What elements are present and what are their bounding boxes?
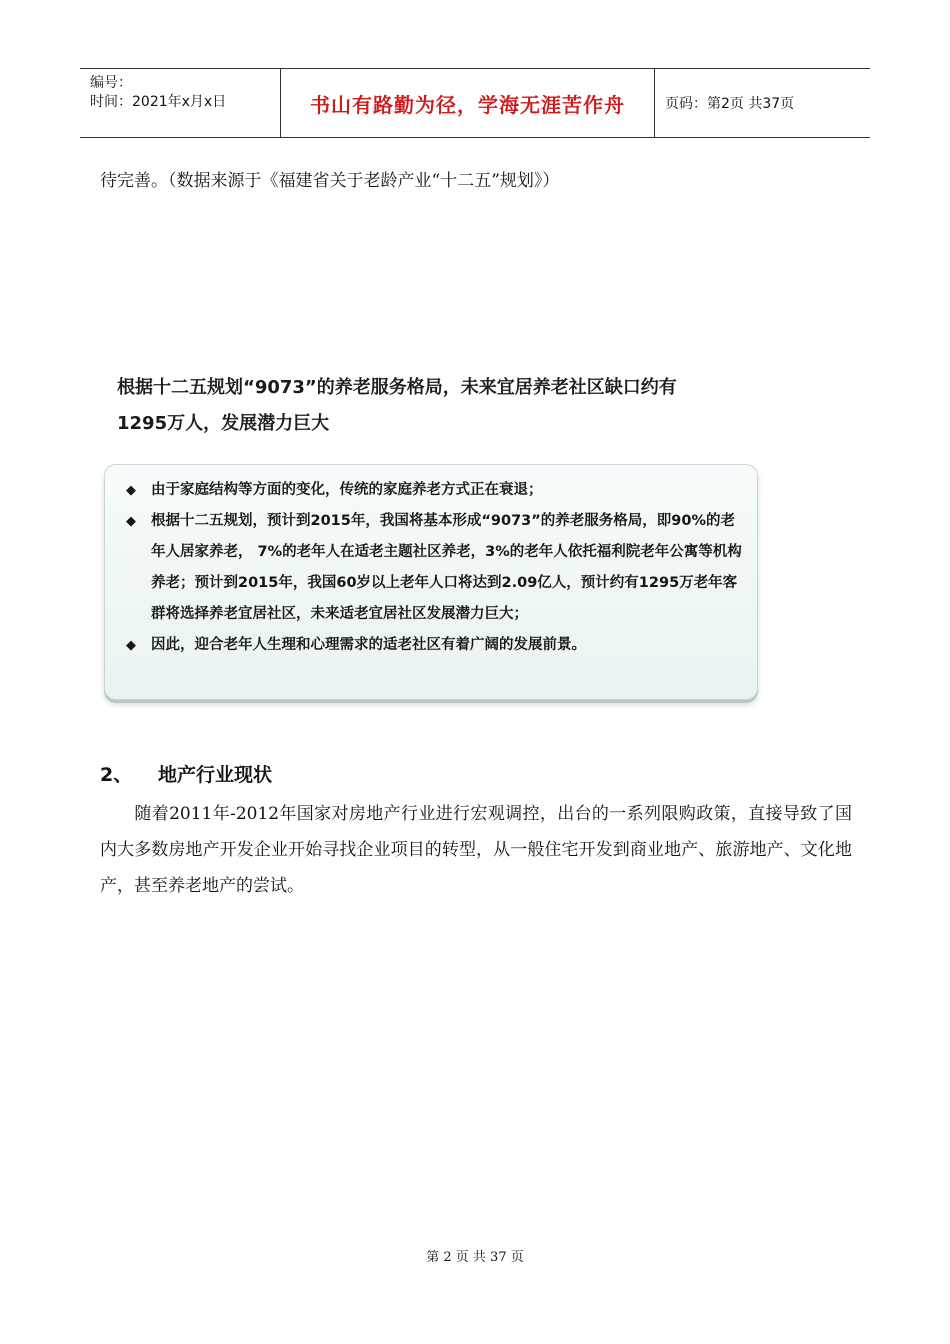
motto-text: 书山有路勤为径，学海无涯苦作舟 (310, 92, 625, 117)
section-body-text: 随着2011年-2012年国家对房地产行业进行宏观调控，出台的一系列限购政策，直接导致了国内大多数房地产开发企业开始寻找企业项目的转型，从一般住宅开发到商业地产、旅游地产、文化地产，甚至养老地产的尝试。 (100, 804, 852, 896)
header-motto-cell (281, 69, 655, 137)
bullet-box (104, 464, 758, 700)
bullet-text: 根据十二五规划，预计到2015年，我国将基本形成“9073”的养老服务格局，即90%的老年人居家养老， 7%的老年人在适老主题社区养老，3%的老年人依托福利院老年公寓等机构养老；预计到2015年，我国60岁以上老年人口将达到2.09亿人，预计约有1295万老年客群将选择养老宜居社区，未来适老宜居社区发展潜力巨大； (151, 513, 742, 622)
section-heading (100, 760, 272, 787)
slide-title-line1: 根据十二五规划“9073”的养老服务格局，未来宜居养老社区缺口约有 (117, 377, 677, 398)
bullet-text: 由于家庭结构等方面的变化，传统的家庭养老方式正在衰退； (151, 482, 543, 498)
slide-title (117, 370, 767, 442)
page-header (80, 68, 870, 138)
bullet-item (123, 630, 745, 661)
page-footer: 第 2 页 共 37 页 (426, 1250, 524, 1265)
intro-line: 待完善。（数据来源于《福建省关于老龄产业“十二五”规划》） (100, 171, 560, 191)
bullet-item (123, 506, 745, 630)
number-label: 编号： (90, 75, 132, 91)
header-meta-cell (80, 69, 281, 137)
time-label: 时间：2021年x月x日 (90, 94, 227, 110)
section-title: 地产行业现状 (158, 764, 273, 786)
section-number: 2、 (100, 764, 133, 786)
diamond-bullet-icon: ◆ (126, 638, 136, 653)
diamond-bullet-icon: ◆ (126, 483, 136, 498)
header-page-cell (655, 69, 870, 137)
section-body (100, 796, 852, 904)
bullet-list (123, 475, 745, 661)
bullet-item (123, 475, 745, 506)
bullet-text: 因此，迎合老年人生理和心理需求的适老社区有着广阔的发展前景。 (151, 637, 586, 653)
diamond-bullet-icon: ◆ (126, 514, 136, 529)
page-info: 页码：第2页 共37页 (665, 96, 795, 112)
slide-title-line2: 1295万人，发展潜力巨大 (117, 413, 330, 434)
